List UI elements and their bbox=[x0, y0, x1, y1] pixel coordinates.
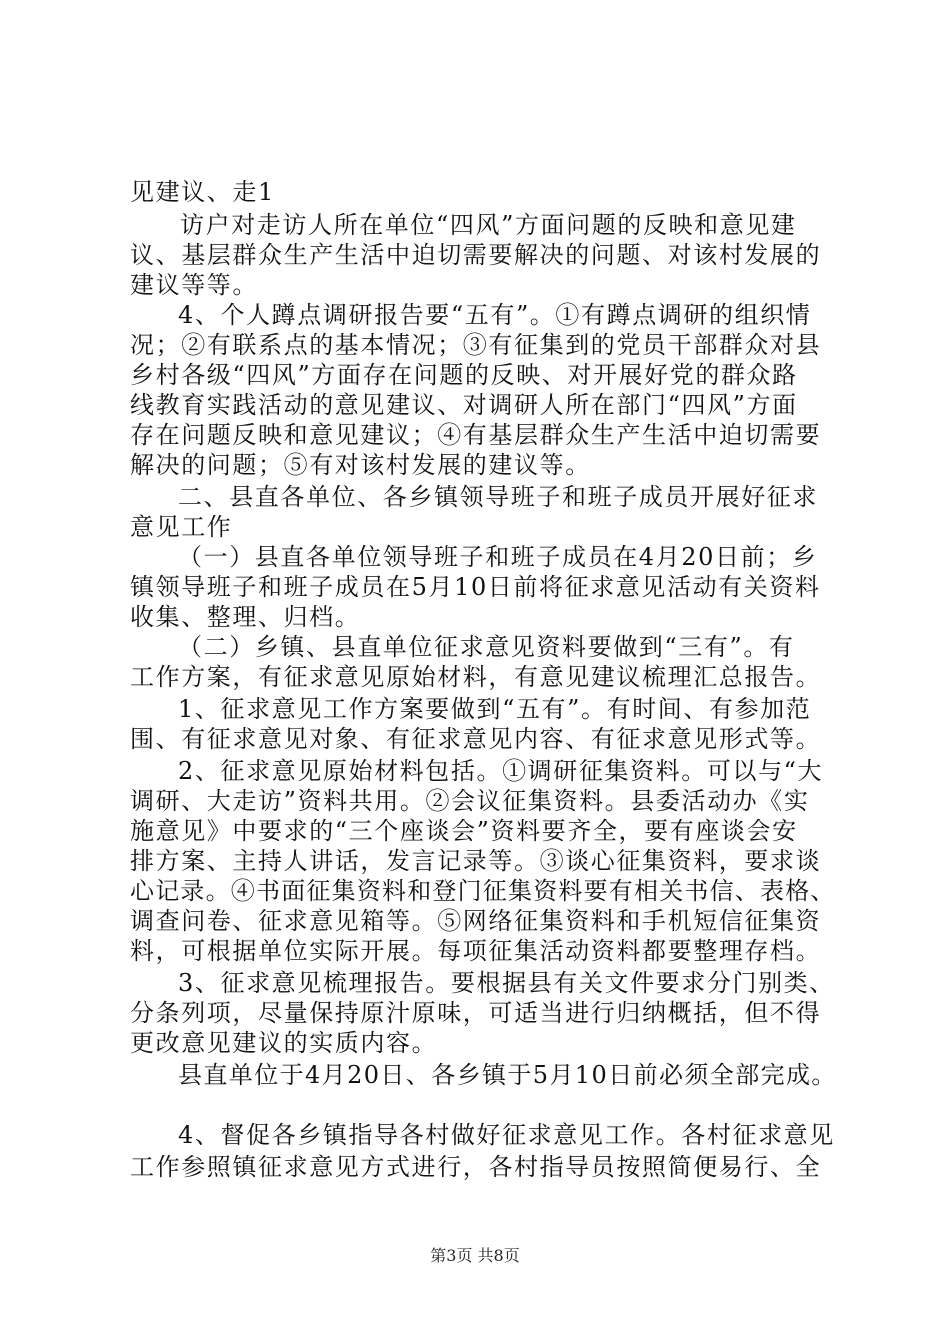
text-line: 镇领导班子和班子成员在5月10日前将征求意见活动有关资料 bbox=[130, 573, 821, 601]
text-line: 乡村各级“四风”方面存在问题的反映、对开展好党的群众路 bbox=[130, 361, 798, 389]
text-line: 见建议、走1 bbox=[130, 178, 275, 206]
text-line: 料，可根据单位实际开展。每项征集活动资料都要整理存档。 bbox=[130, 937, 822, 965]
text-line: 3、征求意见梳理报告。要根据县有关文件要求分门别类、 bbox=[178, 969, 835, 997]
text-line: （一）县直各单位领导班子和班子成员在4月20日前；乡 bbox=[178, 543, 818, 571]
text-line: 访户对走访人所在单位“四风”方面问题的反映和意见建 bbox=[180, 211, 797, 239]
text-line: 调查问卷、征求意见箱等。⑤网络征集资料和手机短信征集资 bbox=[130, 907, 822, 935]
text-line: 况；②有联系点的基本情况；③有征集到的党员干部群众对县 bbox=[130, 331, 822, 359]
text-line: 调研、大走访”资料共用。②会议征集资料。县委活动办《实 bbox=[130, 787, 810, 815]
text-line: 分条列项，尽量保持原汁原味，可适当进行归纳概括，但不得 bbox=[130, 999, 822, 1027]
text-line: 县直单位于4月20日、各乡镇于5月10日前必须全部完成。 bbox=[178, 1061, 837, 1089]
text-line: 解决的问题；⑤有对该村发展的建议等。 bbox=[130, 451, 591, 479]
text-line: 排方案、主持人讲话，发言记录等。③谈心征集资料，要求谈 bbox=[130, 847, 822, 875]
text-line: 围、有征求意见对象、有征求意见内容、有征求意见形式等。 bbox=[130, 725, 822, 753]
text-line: 线教育实践活动的意见建议、对调研人所在部门“四风”方面 bbox=[130, 391, 798, 419]
text-line: 更改意见建议的实质内容。 bbox=[130, 1029, 438, 1057]
text-line: 施意见》中要求的“三个座谈会”资料要齐全，要有座谈会安 bbox=[130, 817, 798, 845]
text-line: 二、县直各单位、各乡镇领导班子和班子成员开展好征求 bbox=[178, 483, 818, 511]
text-line: 建议等等。 bbox=[130, 271, 258, 299]
page-number: 第3页 共8页 bbox=[430, 1246, 520, 1265]
text-line: 4、督促各乡镇指导各村做好征求意见工作。各村征求意见 bbox=[178, 1121, 835, 1149]
text-line: 2、征求意见原始材料包括。①调研征集资料。可以与“大 bbox=[178, 757, 824, 785]
text-line: 意见工作 bbox=[130, 513, 233, 541]
text-line: 工作参照镇征求意见方式进行，各村指导员按照简便易行、全 bbox=[130, 1153, 822, 1181]
text-line: 1、征求意见工作方案要做到“五有”。有时间、有参加范 bbox=[178, 695, 812, 723]
text-line: 收集、整理、归档。 bbox=[130, 603, 361, 631]
text-line: 存在问题反映和意见建议；④有基层群众生产生活中迫切需要 bbox=[130, 421, 822, 449]
text-line: 工作方案，有征求意见原始材料，有意见建议梳理汇总报告。 bbox=[130, 663, 822, 691]
text-line: 议、基层群众生产生活中迫切需要解决的问题、对该村发展的 bbox=[130, 241, 822, 269]
text-line: （二）乡镇、县直单位征求意见资料要做到“三有”。有 bbox=[178, 633, 795, 661]
text-line: 4、个人蹲点调研报告要“五有”。①有蹲点调研的组织情 bbox=[178, 301, 812, 329]
text-line: 心记录。④书面征集资料和登门征集资料要有相关书信、表格、 bbox=[130, 877, 836, 905]
